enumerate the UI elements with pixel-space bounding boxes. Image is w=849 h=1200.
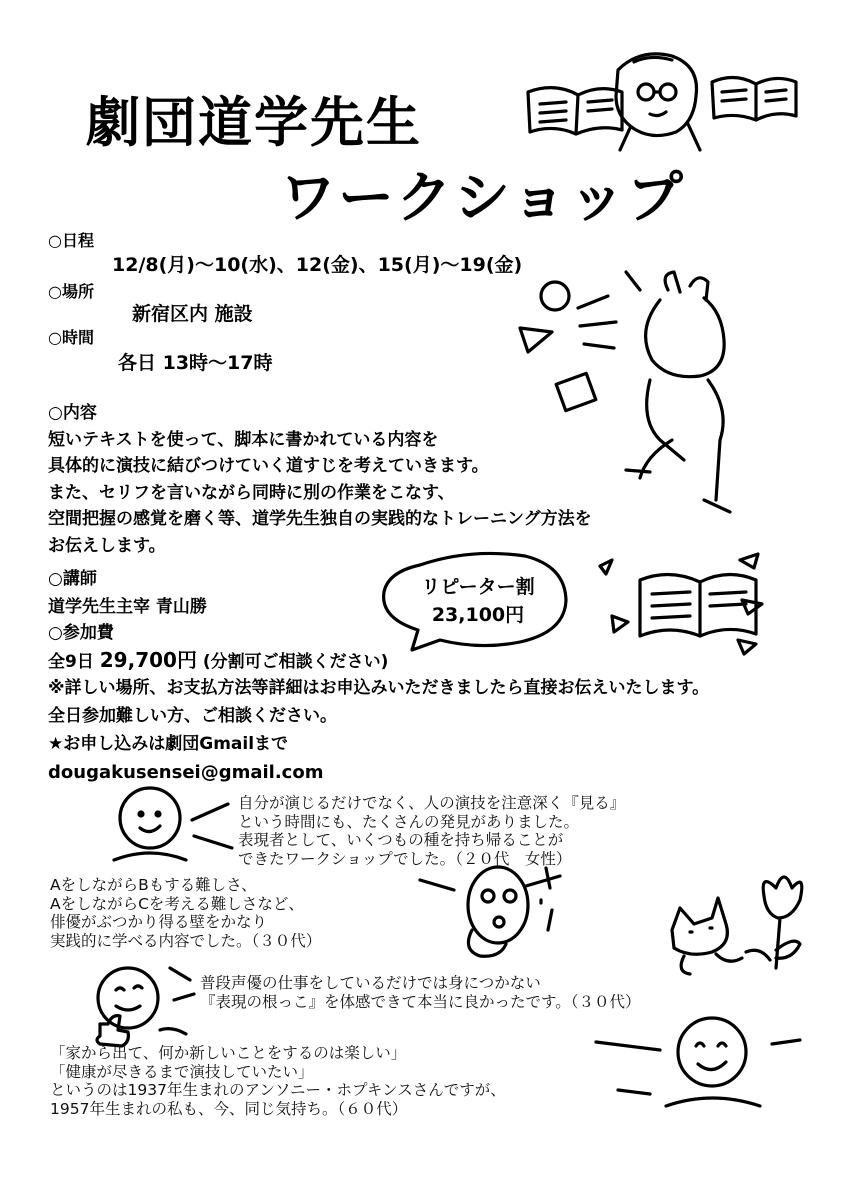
testimonial-line: AをしながらBもする難しさ、: [50, 876, 257, 894]
testimonial-2: [50, 876, 321, 950]
contact-email[interactable]: dougakusensei@gmail.com: [48, 762, 324, 783]
testimonial-line: 「家から出て、何か新しいことをするのは楽しい」: [50, 1044, 407, 1062]
instructor-value: 道学先生主宰 青山勝: [48, 597, 207, 617]
instructor-label: ○講師: [48, 569, 97, 589]
repeater-label: リピーター割: [421, 576, 535, 598]
venue-label: ○場所: [48, 282, 94, 301]
testimonial-line: 普段声優の仕事をしているだけでは身につかない: [200, 974, 541, 992]
title-line-1: 劇団道学先生: [86, 91, 422, 154]
time-label: ○時間: [48, 328, 94, 347]
thumbs-up-person-icon: [97, 968, 194, 1046]
schedule-value: 12/8(月)～10(水)、12(金)、15(月)～19(金): [112, 254, 523, 276]
testimonial-4: [50, 1044, 506, 1118]
open-book-icon-right: [712, 77, 796, 120]
apply-note: ★お申し込みは劇団Gmailまで: [48, 734, 289, 754]
content-line: お伝えします。: [48, 535, 166, 556]
happy-person-icon: [596, 1018, 800, 1106]
content-line: 空間把握の感覚を磨く等、道学先生独自の実践的なトレーニング方法を: [48, 509, 592, 529]
testimonial-line: 表現者として、いくつもの種を持ち帰ることが: [238, 831, 564, 849]
teacher-face-icon: [616, 54, 700, 150]
testimonial-line: 「健康が尽きるまで演技していたい」: [50, 1062, 314, 1081]
venue-value: 新宿区内 施設: [132, 303, 253, 325]
fee-prefix: 全9日: [48, 652, 94, 672]
cat-and-flower-icon: [672, 877, 802, 974]
testimonial-line: できたワークショップでした。（２０代 女性）: [238, 849, 572, 868]
testimonial-line: 『表現の根っこ』を体感できて本当に良かったです。（３０代）: [200, 992, 641, 1011]
surprised-person-icon: [420, 867, 560, 956]
testimonial-line: 1957年生まれの私も、今、同じ気持ち。（６０代）: [50, 1099, 408, 1118]
content-line: 具体的に演技に結びつけていく道すじを考えていきます。: [48, 456, 489, 476]
dancing-figure-icon: [520, 272, 730, 512]
testimonial-3: [200, 974, 641, 1011]
open-book-icon-left: [528, 88, 622, 134]
fee-label: ○参加費: [48, 623, 114, 643]
testimonial-line: という時間にも、たくさんの発見がありました。: [238, 812, 580, 831]
time-value: 各日 13時～17時: [118, 352, 273, 374]
fee-line: [48, 647, 388, 676]
content-label: ○内容: [48, 403, 97, 423]
testimonial-1: [238, 794, 625, 868]
consult-note: 全日参加難しい方、ご相談ください。: [48, 706, 337, 726]
fee-note: (分割可ご相談ください): [202, 652, 389, 672]
testimonial-line: 実践的に学べる内容でした。（３０代）: [50, 931, 322, 950]
fee-amount: 29,700円: [99, 648, 197, 672]
repeater-price: 23,100円: [431, 604, 525, 626]
details-note: ※詳しい場所、お支払方法等詳細はお申込みいただきましたら直接お伝えいたします。: [48, 678, 710, 698]
smiling-person-icon-1: [114, 788, 232, 860]
testimonial-line: というのは1937年生まれのアンソニー・ホプキンスさんですが、: [50, 1081, 506, 1099]
testimonial-line: 自分が演じるだけでなく、人の演技を注意深く『見る』: [238, 794, 626, 812]
content-line: また、セリフを言いながら同時に別の作業をこなす、: [48, 482, 455, 503]
schedule-label: ○日程: [48, 231, 94, 250]
open-book-rays-icon: [600, 554, 762, 654]
title-line-2: ワークショップ: [280, 166, 685, 231]
testimonial-line: 俳優がぶつかり得る壁をかなり: [50, 913, 268, 931]
testimonial-line: AをしながらCを考える難しさなど、: [50, 894, 304, 913]
content-line: 短いテキストを使って、脚本に書かれている内容を: [48, 429, 439, 450]
